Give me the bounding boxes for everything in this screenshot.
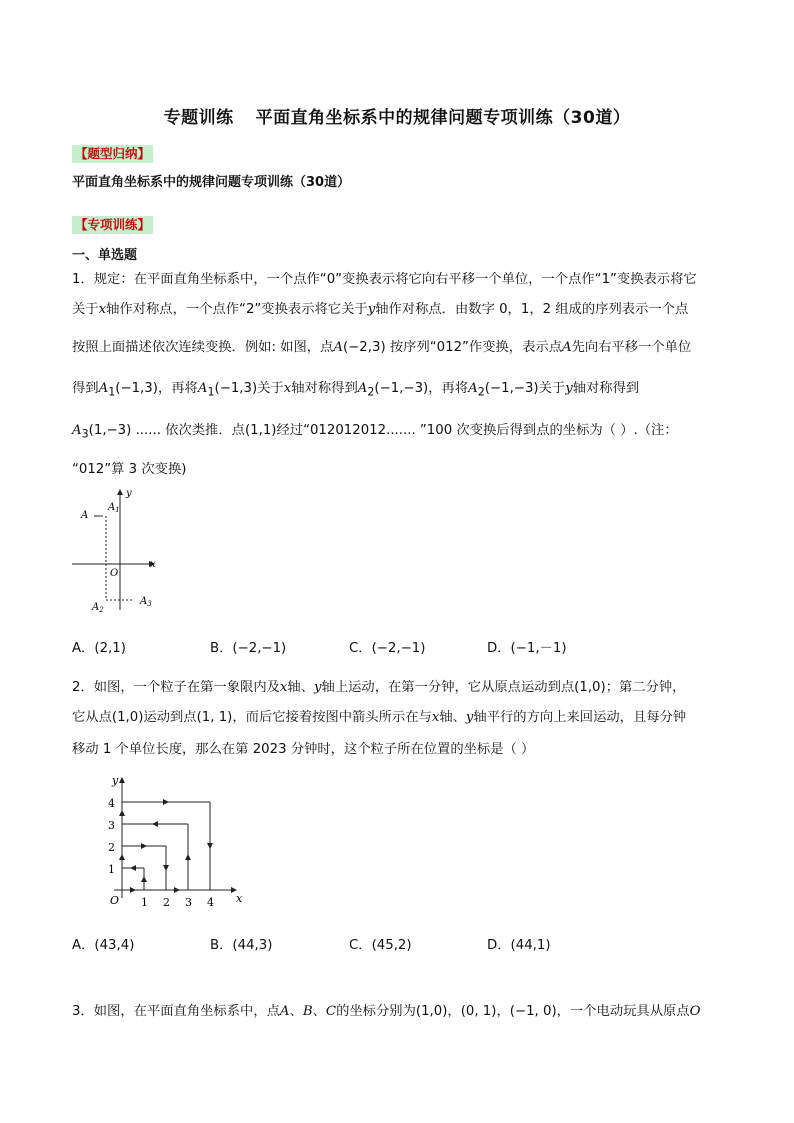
q1-label-a: A <box>81 510 89 521</box>
q2-option-b[interactable]: B．(44,3) <box>210 938 273 953</box>
summary-text: 平面直角坐标系中的规律问题专项训练（30道） <box>72 175 351 190</box>
q2-option-d[interactable]: D．(44,1) <box>487 938 551 953</box>
q2-label-o: O <box>110 894 120 907</box>
q2-xtick-2: 2 <box>163 896 170 909</box>
q1-option-c[interactable]: C．(−2,−1) <box>349 641 426 656</box>
q1-line-4: 得到$A_1(-1,3)$，再将$A_1(-1,3)$关于x轴对称得到$A_2(-1,-3)$，再将$A_2(-1,-3)$关于y轴对称得到 <box>72 381 640 399</box>
q2-label-x: x <box>236 892 243 905</box>
q1-label-o: O <box>110 568 119 579</box>
q2-xtick-3: 3 <box>185 896 192 909</box>
q2-xtick-1: 1 <box>141 896 148 909</box>
q2-option-c[interactable]: C．(45,2) <box>349 938 412 953</box>
page-title <box>0 103 794 128</box>
q3-line-1: 3．如图，在平面直角坐标系中，点A、B、C的坐标分别为(1,0)，(0, 1)，(−1, 0)，一个电动玩具从原点O <box>72 1004 701 1019</box>
q1-line-5: $A_3(1,-3)$ ...... 依次类推．点(1,1)经过“012012012....... ”100 次变换后得到点的坐标为（ ）.（注： <box>72 423 678 441</box>
q2-particle-path <box>122 802 210 890</box>
q1-option-b[interactable]: B．(−2,−1) <box>210 641 287 656</box>
q1-label-x: x <box>150 559 156 570</box>
q2-ytick-2: 2 <box>108 841 115 854</box>
q1-label-y: y <box>126 488 132 499</box>
q1-line-1: 1．规定：在平面直角坐标系中，一个点作“0”变换表示将它向右平移一个单位，一个点作“1”变换表示将它 <box>72 272 697 287</box>
q2-line-2: 它从点(1,0)运动到点(1, 1)，而后它接着按图中箭头所示在与x轴、y轴平行的方向上来回运动，且每分钟 <box>72 710 687 725</box>
title-part-2: 平面直角坐标系中的规律问题专项训练（30道） <box>255 108 631 128</box>
tag-summary: 【题型归纳】 <box>72 145 153 163</box>
q2-line-1: 2．如图，一个粒子在第一象限内及x轴、y轴上运动，在第一分钟，它从原点运动到点(1,0)；第二分钟， <box>72 680 686 695</box>
q1-label-a2: $A_2$ <box>92 602 104 614</box>
q2-option-a[interactable]: A．(43,4) <box>72 938 135 953</box>
q1-option-a[interactable]: A．(2,1) <box>72 641 126 656</box>
q2-ytick-1: 1 <box>108 863 115 876</box>
q2-ytick-4: 4 <box>108 797 115 810</box>
q1-line-3: 按照上面描述依次连续变换．例如: 如图，点A(−2,3) 按序列“012”作变换，表示点A先向右平移一个单位 <box>72 340 692 355</box>
q1-line-6: “012”算 3 次变换) <box>72 462 187 477</box>
q2-ytick-3: 3 <box>108 819 115 832</box>
q2-figure <box>100 772 248 912</box>
title-part-1: 专题训练 <box>163 108 234 128</box>
q2-label-y: y <box>112 774 119 787</box>
q1-option-d[interactable]: D．(−1,－1) <box>487 641 567 656</box>
q2-xtick-4: 4 <box>207 896 214 909</box>
q2-line-3: 移动 1 个单位长度，那么在第 2023 分钟时，这个粒子所在位置的坐标是（ ） <box>72 742 535 757</box>
q1-figure <box>70 486 170 612</box>
section-heading: 一、单选题 <box>72 248 138 263</box>
q1-label-a1: $A_1$ <box>108 502 120 514</box>
q1-line-2: 关于x轴作对称点，一个点作“2”变换表示将它关于y轴作对称点．由数字 0，1，2 组成的序列表示一个点 <box>72 302 689 317</box>
q1-label-a3: $A_3$ <box>140 596 152 608</box>
tag-training: 【专项训练】 <box>72 216 153 234</box>
